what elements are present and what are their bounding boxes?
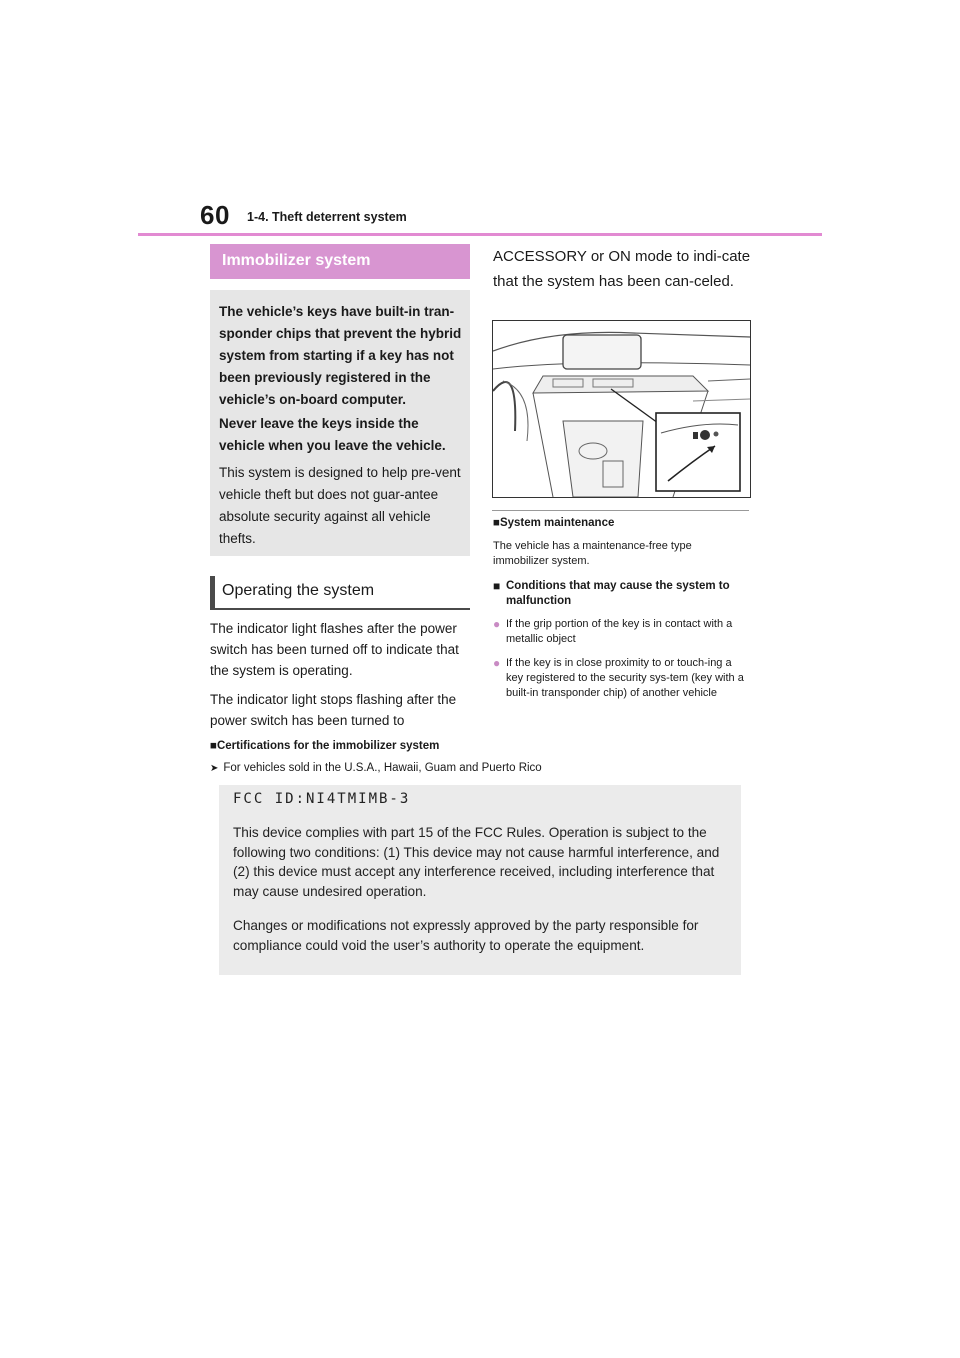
immobilizer-intro: The vehicle’s keys have built-in tran-sponder chips that prevent the hybrid system from starting if a key has not been previously registered in the vehicle’s on-board computer. [219, 304, 462, 407]
operating-paragraph-1: The indicator light flashes after the power switch has been turned off to indicate that the system is operating. [210, 621, 459, 678]
illustration-divider [492, 510, 749, 511]
operating-paragraph-2: The indicator light stops flashing after the power switch has been turned to [210, 692, 457, 728]
car-dashboard-indicator-illustration [492, 320, 751, 498]
bullet-dot-icon: ● [493, 656, 501, 670]
maintenance-heading-text: System maintenance [499, 517, 615, 529]
arrow-bullet-icon: ➤ [210, 763, 219, 774]
bullet-dot-icon: ● [493, 617, 501, 631]
vehicles-line [210, 762, 542, 774]
list-item [493, 656, 751, 701]
dashboard-drawing [493, 321, 750, 497]
operating-title: Operating the system [222, 582, 375, 599]
maintenance-heading [493, 516, 614, 531]
fcc-modification-text: Changes or modifications not expressly approved by the party responsible for compliance could void the user’s authority to operate the equipment. [233, 918, 699, 953]
square-bullet-icon: ■ [210, 740, 217, 752]
maintenance-body: The vehicle has a maintenance-free type immobilizer system. [493, 540, 692, 567]
conditions-heading-text: Conditions that may cause the system to malfunction [506, 580, 730, 607]
certifications-heading [210, 739, 439, 754]
list-item-text: If the key is in close proximity to or touch-ing a key registered to the security sys-tem (key with a built-in transponder chip) of another vehicle [506, 657, 744, 699]
vehicles-line-text: For vehicles sold in the U.S.A., Hawaii, Guam and Puerto Rico [223, 762, 542, 774]
square-bullet-icon: ■ [493, 579, 501, 593]
certifications-heading-text: Certifications for the immobilizer system [216, 740, 440, 752]
section-title: 1-4. Theft deterrent system [247, 210, 407, 224]
square-bullet-icon: ■ [493, 517, 500, 529]
immobilizer-disclaimer: This system is designed to help pre-vent vehicle theft but does not guar-antee absolute security against all vehicle thefts. [219, 465, 461, 546]
list-item-text: If the grip portion of the key is in contact with a metallic object [506, 618, 733, 645]
list-item [493, 617, 751, 647]
immobilizer-title: Immobilizer system [222, 252, 371, 269]
conditions-heading [493, 579, 751, 609]
page-number: 60 [200, 200, 230, 230]
fcc-compliance-text: This device complies with part 15 of the FCC Rules. Operation is subject to the following two conditions: (1) This device may not cause harmful interference, and (2) this device must accept any interference received, including interference that may cause undesired operation. [233, 825, 720, 899]
immobilizer-warning: Never leave the keys inside the vehicle when you leave the vehicle. [219, 416, 446, 453]
operating-title-accent [210, 576, 215, 610]
operating-continuation: ACCESSORY or ON mode to indi-cate that the system has been can-celed. [493, 248, 751, 290]
header-divider [138, 233, 822, 236]
operating-title-underline [210, 608, 470, 610]
fcc-id: FCC ID:NI4TMIMB-3 [233, 791, 411, 807]
